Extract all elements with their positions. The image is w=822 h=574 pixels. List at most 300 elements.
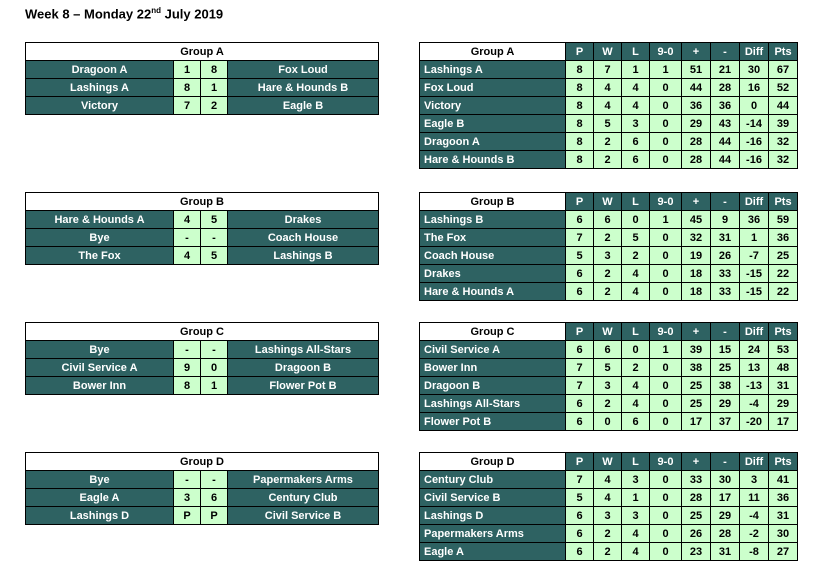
league-header-row — [420, 453, 798, 471]
stat-cell: 29 — [769, 395, 798, 413]
stat-cell: 4 — [594, 79, 622, 97]
stat-cell: 17 — [711, 489, 740, 507]
home-score: 4 — [174, 247, 201, 265]
fixtures-group-title: Group B — [26, 193, 379, 211]
fixtures-header-row — [26, 43, 379, 61]
away-team: Eagle B — [228, 97, 379, 115]
team-name: Lashings A — [420, 61, 566, 79]
stat-cell: 9 — [711, 211, 740, 229]
league-group-title: Group A — [420, 43, 566, 61]
stat-cell: 33 — [682, 471, 711, 489]
league-table-4 — [419, 452, 798, 561]
standings-row — [420, 489, 798, 507]
away-team: Hare & Hounds B — [228, 79, 379, 97]
away-score: 2 — [201, 97, 228, 115]
standings-row — [420, 341, 798, 359]
column-header: Diff — [740, 453, 769, 471]
home-team: Victory — [26, 97, 174, 115]
stat-cell: -7 — [740, 247, 769, 265]
standings-row — [420, 471, 798, 489]
team-name: Drakes — [420, 265, 566, 283]
stat-cell: 52 — [769, 79, 798, 97]
stat-cell: 37 — [711, 413, 740, 431]
column-header: Diff — [740, 193, 769, 211]
stat-cell: 4 — [622, 79, 650, 97]
stat-cell: 26 — [711, 247, 740, 265]
stat-cell: 27 — [769, 543, 798, 561]
stat-cell: 6 — [594, 341, 622, 359]
stat-cell: 0 — [650, 151, 682, 169]
stat-cell: 4 — [622, 97, 650, 115]
stat-cell: 6 — [566, 283, 594, 301]
fixture-row — [26, 229, 379, 247]
stat-cell: 1 — [622, 489, 650, 507]
home-team: Bye — [26, 341, 174, 359]
stat-cell: 4 — [594, 489, 622, 507]
title-rest: July 2019 — [161, 6, 224, 22]
stat-cell: 29 — [711, 395, 740, 413]
stat-cell: 4 — [594, 97, 622, 115]
column-header: + — [682, 193, 711, 211]
stat-cell: -2 — [740, 525, 769, 543]
standings-row — [420, 151, 798, 169]
fixtures-header-row — [26, 453, 379, 471]
stat-cell: 0 — [622, 211, 650, 229]
away-team: Lashings All-Stars — [228, 341, 379, 359]
stat-cell: 16 — [740, 79, 769, 97]
fixture-row — [26, 97, 379, 115]
standings-row — [420, 79, 798, 97]
column-header: Pts — [769, 453, 798, 471]
stat-cell: 18 — [682, 283, 711, 301]
stat-cell: 0 — [650, 97, 682, 115]
stat-cell: 6 — [566, 525, 594, 543]
column-header: - — [711, 193, 740, 211]
stat-cell: 6 — [566, 211, 594, 229]
team-name: Eagle A — [420, 543, 566, 561]
column-header: Diff — [740, 43, 769, 61]
stat-cell: 29 — [682, 115, 711, 133]
stat-cell: 4 — [594, 471, 622, 489]
fixture-row — [26, 61, 379, 79]
team-name: Papermakers Arms — [420, 525, 566, 543]
stat-cell: 48 — [769, 359, 798, 377]
league-group-title: Group D — [420, 453, 566, 471]
standings-row — [420, 247, 798, 265]
stat-cell: 0 — [650, 525, 682, 543]
stat-cell: 32 — [682, 229, 711, 247]
fixture-row — [26, 79, 379, 97]
stat-cell: 1 — [622, 61, 650, 79]
stat-cell: -15 — [740, 265, 769, 283]
stat-cell: 4 — [622, 377, 650, 395]
column-header: P — [566, 323, 594, 341]
standings-row — [420, 359, 798, 377]
stat-cell: -16 — [740, 151, 769, 169]
stat-cell: 15 — [711, 341, 740, 359]
stat-cell: 8 — [566, 133, 594, 151]
column-header: 9-0 — [650, 323, 682, 341]
stat-cell: 6 — [622, 151, 650, 169]
stat-cell: 4 — [622, 265, 650, 283]
fixtures-group-title: Group D — [26, 453, 379, 471]
stat-cell: 59 — [769, 211, 798, 229]
team-name: Dragoon A — [420, 133, 566, 151]
stat-cell: 44 — [711, 151, 740, 169]
stat-cell: 1 — [650, 61, 682, 79]
team-name: Bower Inn — [420, 359, 566, 377]
stat-cell: 0 — [650, 229, 682, 247]
stat-cell: 3 — [594, 507, 622, 525]
column-header: 9-0 — [650, 193, 682, 211]
fixtures-table-2 — [25, 192, 379, 265]
column-header: + — [682, 323, 711, 341]
stat-cell: 2 — [594, 395, 622, 413]
fixtures-header-row — [26, 193, 379, 211]
standings-row — [420, 61, 798, 79]
home-team: Lashings D — [26, 507, 174, 525]
standings-row — [420, 265, 798, 283]
away-team: Century Club — [228, 489, 379, 507]
stat-cell: 0 — [650, 79, 682, 97]
stat-cell: 36 — [769, 489, 798, 507]
standings-row — [420, 283, 798, 301]
home-team: Bower Inn — [26, 377, 174, 395]
stat-cell: 7 — [594, 61, 622, 79]
column-header: P — [566, 453, 594, 471]
away-team: Dragoon B — [228, 359, 379, 377]
home-team: Eagle A — [26, 489, 174, 507]
home-score: - — [174, 229, 201, 247]
stat-cell: 30 — [711, 471, 740, 489]
league-header-row — [420, 323, 798, 341]
team-name: Hare & Hounds A — [420, 283, 566, 301]
away-team: Papermakers Arms — [228, 471, 379, 489]
stat-cell: 3 — [594, 377, 622, 395]
fixture-row — [26, 377, 379, 395]
team-name: Lashings D — [420, 507, 566, 525]
league-header-row — [420, 193, 798, 211]
column-header: L — [622, 193, 650, 211]
standings-row — [420, 413, 798, 431]
away-score: 1 — [201, 79, 228, 97]
fixtures-table-4 — [25, 452, 379, 525]
stat-cell: 2 — [594, 133, 622, 151]
home-score: - — [174, 471, 201, 489]
stat-cell: 1 — [650, 211, 682, 229]
team-name: Lashings B — [420, 211, 566, 229]
league-table-2 — [419, 192, 798, 301]
stat-cell: 1 — [740, 229, 769, 247]
home-score: 3 — [174, 489, 201, 507]
stat-cell: -14 — [740, 115, 769, 133]
team-name: Flower Pot B — [420, 413, 566, 431]
stat-cell: 4 — [622, 543, 650, 561]
column-header: Pts — [769, 193, 798, 211]
standings-row — [420, 395, 798, 413]
home-score: 8 — [174, 377, 201, 395]
stat-cell: 3 — [740, 471, 769, 489]
stat-cell: -16 — [740, 133, 769, 151]
fixtures-group-title: Group C — [26, 323, 379, 341]
stat-cell: 0 — [594, 413, 622, 431]
column-header: - — [711, 43, 740, 61]
stat-cell: 22 — [769, 265, 798, 283]
title-prefix: Week 8 – Monday 22 — [25, 6, 152, 22]
stat-cell: 5 — [566, 247, 594, 265]
stat-cell: 0 — [650, 377, 682, 395]
home-score: 4 — [174, 211, 201, 229]
column-header: P — [566, 193, 594, 211]
stat-cell: 0 — [740, 97, 769, 115]
away-team: Coach House — [228, 229, 379, 247]
team-name: Century Club — [420, 471, 566, 489]
stat-cell: 2 — [622, 359, 650, 377]
stat-cell: 0 — [650, 133, 682, 151]
stat-cell: 7 — [566, 377, 594, 395]
stat-cell: 36 — [711, 97, 740, 115]
away-score: - — [201, 341, 228, 359]
stat-cell: 2 — [594, 525, 622, 543]
fixture-row — [26, 211, 379, 229]
home-team: Hare & Hounds A — [26, 211, 174, 229]
stat-cell: 51 — [682, 61, 711, 79]
team-name: Coach House — [420, 247, 566, 265]
stat-cell: 5 — [594, 115, 622, 133]
stat-cell: 0 — [650, 247, 682, 265]
stat-cell: 2 — [622, 247, 650, 265]
fixtures-group-title: Group A — [26, 43, 379, 61]
team-name: Dragoon B — [420, 377, 566, 395]
away-score: 6 — [201, 489, 228, 507]
team-name: Lashings All-Stars — [420, 395, 566, 413]
stat-cell: 7 — [566, 359, 594, 377]
fixture-row — [26, 359, 379, 377]
stat-cell: 33 — [711, 265, 740, 283]
stat-cell: 2 — [594, 543, 622, 561]
stat-cell: 8 — [566, 97, 594, 115]
column-header: - — [711, 453, 740, 471]
stat-cell: 5 — [594, 359, 622, 377]
standings-row — [420, 229, 798, 247]
team-name: Fox Loud — [420, 79, 566, 97]
stat-cell: 18 — [682, 265, 711, 283]
away-team: Drakes — [228, 211, 379, 229]
stat-cell: -13 — [740, 377, 769, 395]
stat-cell: 0 — [650, 413, 682, 431]
title-ordinal-suffix: nd — [151, 6, 161, 15]
stat-cell: 3 — [622, 507, 650, 525]
stat-cell: 25 — [682, 395, 711, 413]
away-team: Civil Service B — [228, 507, 379, 525]
stat-cell: 2 — [594, 151, 622, 169]
home-team: Civil Service A — [26, 359, 174, 377]
column-header: + — [682, 453, 711, 471]
stat-cell: 8 — [566, 151, 594, 169]
stat-cell: 28 — [682, 133, 711, 151]
stat-cell: 3 — [622, 471, 650, 489]
away-score: P — [201, 507, 228, 525]
stat-cell: 6 — [566, 395, 594, 413]
stat-cell: 4 — [622, 283, 650, 301]
team-name: Hare & Hounds B — [420, 151, 566, 169]
column-header: W — [594, 453, 622, 471]
home-team: The Fox — [26, 247, 174, 265]
home-score: 9 — [174, 359, 201, 377]
away-score: 5 — [201, 247, 228, 265]
stat-cell: 25 — [682, 507, 711, 525]
stat-cell: 44 — [682, 79, 711, 97]
away-score: - — [201, 229, 228, 247]
stat-cell: 26 — [682, 525, 711, 543]
stat-cell: 22 — [769, 283, 798, 301]
standings-row — [420, 525, 798, 543]
stat-cell: 8 — [566, 79, 594, 97]
stat-cell: 0 — [650, 489, 682, 507]
stat-cell: 6 — [566, 413, 594, 431]
fixtures-header-row — [26, 323, 379, 341]
stat-cell: 21 — [711, 61, 740, 79]
standings-row — [420, 507, 798, 525]
stat-cell: 25 — [711, 359, 740, 377]
stat-cell: 6 — [622, 133, 650, 151]
stat-cell: 0 — [650, 359, 682, 377]
away-score: 8 — [201, 61, 228, 79]
stat-cell: 6 — [622, 413, 650, 431]
stat-cell: 31 — [711, 229, 740, 247]
stat-cell: 6 — [566, 507, 594, 525]
stat-cell: 0 — [650, 265, 682, 283]
team-name: Civil Service B — [420, 489, 566, 507]
stat-cell: 25 — [682, 377, 711, 395]
league-table-3 — [419, 322, 798, 431]
stat-cell: 6 — [594, 211, 622, 229]
stat-cell: 38 — [711, 377, 740, 395]
column-header: L — [622, 43, 650, 61]
fixture-row — [26, 247, 379, 265]
team-name: Eagle B — [420, 115, 566, 133]
stat-cell: 3 — [594, 247, 622, 265]
away-score: 1 — [201, 377, 228, 395]
column-header: Pts — [769, 43, 798, 61]
league-group-title: Group B — [420, 193, 566, 211]
column-header: P — [566, 43, 594, 61]
fixture-row — [26, 489, 379, 507]
home-team: Bye — [26, 229, 174, 247]
standings-row — [420, 115, 798, 133]
stat-cell: 29 — [711, 507, 740, 525]
stat-cell: 31 — [769, 377, 798, 395]
column-header: Diff — [740, 323, 769, 341]
stat-cell: 25 — [769, 247, 798, 265]
away-team: Lashings B — [228, 247, 379, 265]
stat-cell: 28 — [711, 79, 740, 97]
stat-cell: -4 — [740, 507, 769, 525]
stat-cell: 44 — [769, 97, 798, 115]
column-header: + — [682, 43, 711, 61]
stat-cell: 7 — [566, 471, 594, 489]
stat-cell: 41 — [769, 471, 798, 489]
team-name: Civil Service A — [420, 341, 566, 359]
stat-cell: 2 — [594, 229, 622, 247]
stat-cell: 6 — [566, 543, 594, 561]
stat-cell: 4 — [622, 525, 650, 543]
stat-cell: 19 — [682, 247, 711, 265]
stat-cell: 39 — [769, 115, 798, 133]
stat-cell: 0 — [650, 507, 682, 525]
away-score: 0 — [201, 359, 228, 377]
stat-cell: 28 — [711, 525, 740, 543]
stat-cell: 30 — [740, 61, 769, 79]
home-score: P — [174, 507, 201, 525]
stat-cell: 39 — [682, 341, 711, 359]
stat-cell: 17 — [769, 413, 798, 431]
stat-cell: 43 — [711, 115, 740, 133]
fixture-row — [26, 341, 379, 359]
column-header: - — [711, 323, 740, 341]
team-name: The Fox — [420, 229, 566, 247]
stat-cell: 0 — [650, 395, 682, 413]
stat-cell: 11 — [740, 489, 769, 507]
stat-cell: 32 — [769, 151, 798, 169]
column-header: W — [594, 193, 622, 211]
stat-cell: 53 — [769, 341, 798, 359]
stat-cell: 31 — [769, 507, 798, 525]
stat-cell: 0 — [650, 283, 682, 301]
stat-cell: 28 — [682, 151, 711, 169]
league-group-title: Group C — [420, 323, 566, 341]
fixtures-table-3 — [25, 322, 379, 395]
away-score: - — [201, 471, 228, 489]
stat-cell: 36 — [682, 97, 711, 115]
standings-row — [420, 377, 798, 395]
column-header: L — [622, 453, 650, 471]
stat-cell: 2 — [594, 265, 622, 283]
stat-cell: 32 — [769, 133, 798, 151]
standings-row — [420, 97, 798, 115]
stat-cell: 38 — [682, 359, 711, 377]
home-score: 8 — [174, 79, 201, 97]
stat-cell: 6 — [566, 265, 594, 283]
stat-cell: 30 — [769, 525, 798, 543]
fixture-row — [26, 507, 379, 525]
stat-cell: 2 — [594, 283, 622, 301]
stat-cell: 4 — [622, 395, 650, 413]
fixtures-table-1 — [25, 42, 379, 115]
stat-cell: 8 — [566, 115, 594, 133]
stat-cell: 7 — [566, 229, 594, 247]
home-score: 1 — [174, 61, 201, 79]
stat-cell: 36 — [769, 229, 798, 247]
column-header: W — [594, 43, 622, 61]
stat-cell: 44 — [711, 133, 740, 151]
stat-cell: -15 — [740, 283, 769, 301]
stat-cell: 0 — [650, 115, 682, 133]
stat-cell: 36 — [740, 211, 769, 229]
home-team: Bye — [26, 471, 174, 489]
away-score: 5 — [201, 211, 228, 229]
home-team: Dragoon A — [26, 61, 174, 79]
standings-row — [420, 133, 798, 151]
stat-cell: 6 — [566, 341, 594, 359]
away-team: Fox Loud — [228, 61, 379, 79]
column-header: Pts — [769, 323, 798, 341]
team-name: Victory — [420, 97, 566, 115]
stat-cell: 1 — [650, 341, 682, 359]
home-score: 7 — [174, 97, 201, 115]
stat-cell: 28 — [682, 489, 711, 507]
stat-cell: 5 — [622, 229, 650, 247]
